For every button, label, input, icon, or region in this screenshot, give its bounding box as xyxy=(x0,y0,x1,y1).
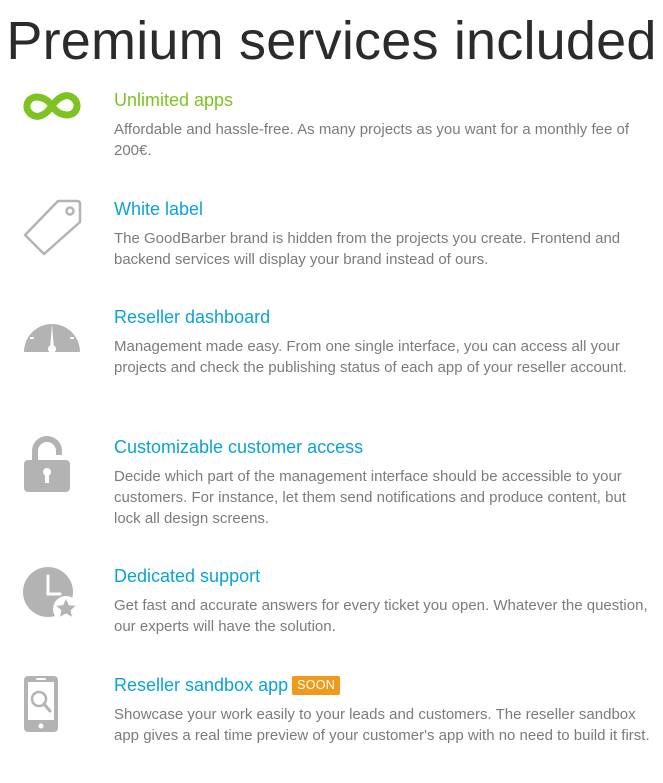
feature-title: Customizable customer access xyxy=(114,437,364,457)
feature-title: Unlimited apps xyxy=(114,90,234,110)
feature-description: Showcase your work easily to your leads and customers. The reseller sandbox app gives a real time preview of your customer's app with no need to build it first. xyxy=(114,706,650,744)
feature-description: Management made easy. From one single interface, you can access all your projects and check the publishing status of each app of your reseller account. xyxy=(114,338,627,376)
feature-title xyxy=(114,674,340,696)
clock-star-icon xyxy=(22,566,82,626)
feature-title: Reseller dashboard xyxy=(114,307,271,327)
infinity-icon xyxy=(22,88,82,148)
feature-title: Dedicated support xyxy=(114,566,261,586)
feature-title: White label xyxy=(114,199,204,219)
tag-icon xyxy=(22,198,82,258)
feature-description: Affordable and hassle-free. As many projects as you want for a monthly fee of 200€. xyxy=(114,121,630,159)
padlock-icon xyxy=(22,436,82,496)
soon-badge: SOON xyxy=(292,676,340,695)
page-title: Premium services included xyxy=(6,11,657,71)
phone-search-icon xyxy=(22,674,82,734)
feature-title-text: Reseller sandbox app xyxy=(114,675,289,695)
feature-description: Decide which part of the management interface should be accessible to your customers. For instance, let them send notifications and produce content, but lock all design screens. xyxy=(114,468,626,527)
gauge-icon xyxy=(22,306,82,366)
feature-description: The GoodBarber brand is hidden from the projects you create. Frontend and backend services will display your brand instead of ours. xyxy=(114,230,621,268)
feature-description: Get fast and accurate answers for every ticket you open. Whatever the question, our experts will have the solution. xyxy=(114,597,648,635)
